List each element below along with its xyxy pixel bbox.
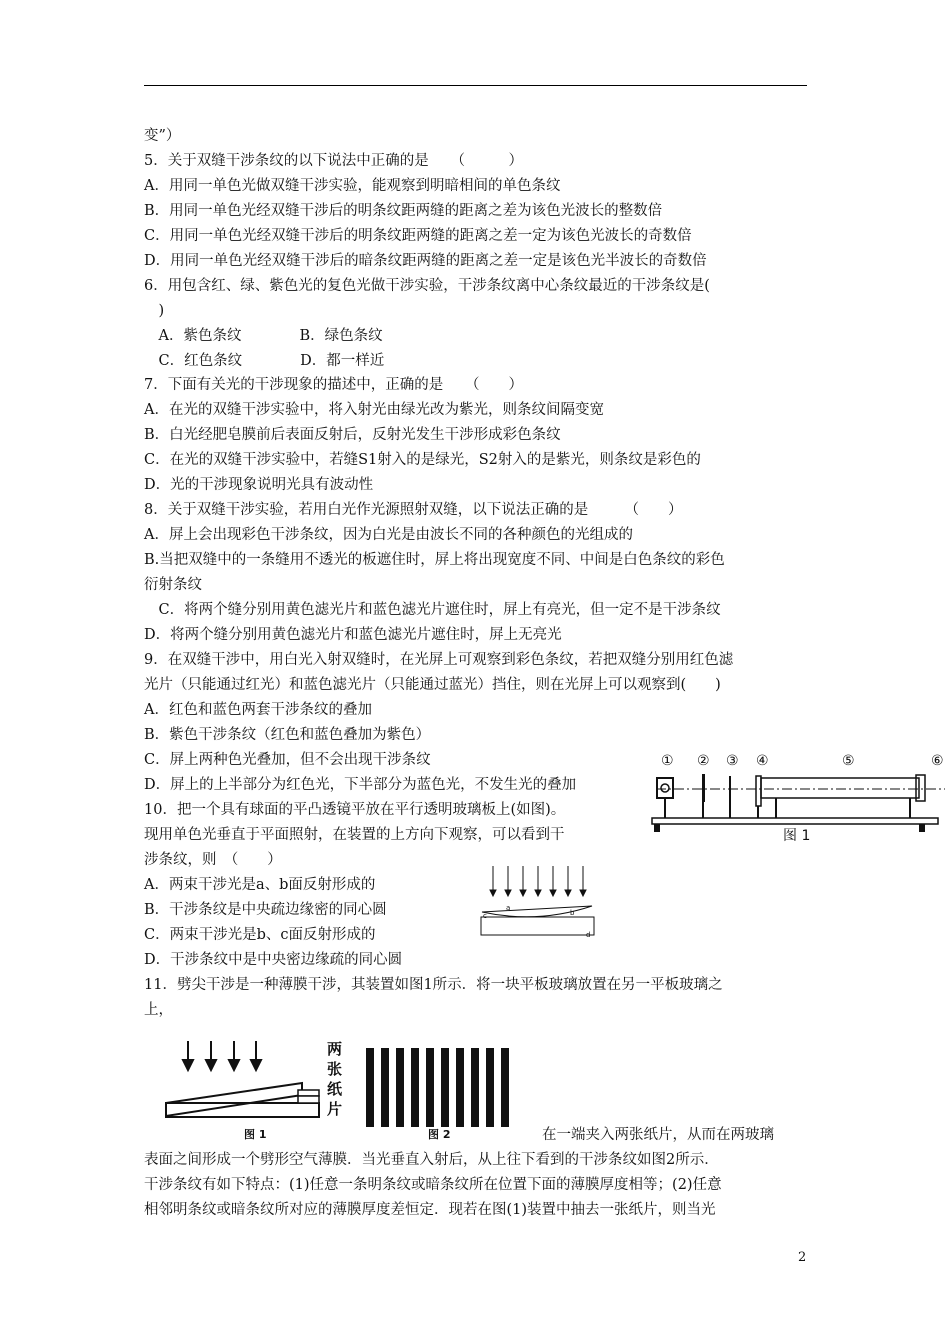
option-line: C．在光的双缝干涉实验中，若缝S1射入的是绿光，S2射入的是紫光，则条纹是彩色的 [144,452,701,468]
option-line: B.当把双缝中的一条缝用不透光的板遮住时，屏上将出现宽度不同、中间是白色条纹的彩色 [144,552,725,568]
text-line: 衍射条纹 [144,577,202,593]
glass-plate [481,917,594,935]
filter [702,774,705,802]
text-line: 光片（只能通过红光）和蓝色滤光片（只能通过蓝光）挡住，则在光屏上可以观察到( ) [144,677,721,693]
paper-sheet [298,1090,319,1096]
question-5-stem: 5．关于双缝干涉条纹的以下说法中正确的是 （ ） [144,153,523,169]
text-line: ) [144,303,165,319]
option-line: B．紫色干涉条纹（红色和蓝色叠加为紫色） [144,727,431,743]
question-6-stem: 6．用包含红、绿、紫色光的复色光做干涉实验，干涉条纹离中心条纹最近的干涉条纹是( [144,278,710,294]
text-line: 变”） [144,128,181,144]
option-line: B．用同一单色光经双缝干涉后的明条纹距两缝的距离之差为该色光波长的整数倍 [144,203,663,219]
light-source [657,778,673,798]
option-line: D．干涉条纹中是中央密边缘疏的同心圆 [144,952,403,968]
question-8-stem: 8．关于双缝干涉实验，若用白光作光源照射双缝，以下说法正确的是 （ ） [144,502,683,518]
option-line: B．干涉条纹是中央疏边缘密的同心圆 [144,902,387,918]
option-line: A．用同一单色光做双缝干涉实验，能观察到明暗相间的单色条纹 [144,178,561,194]
text-line: 在一端夹入两张纸片，从而在两玻璃 [542,1127,774,1143]
option-line: A．屏上会出现彩色干涉条纹，因为白光是由波长不同的各种颜色的光组成的 [144,527,633,543]
option-line: D．用同一单色光经双缝干涉后的暗条纹距两缝的距离之差一定是该色光半波长的奇数倍 [144,253,707,269]
plano-convex-lens [482,906,592,917]
side-label-char: 两 [327,1040,343,1058]
apparatus-caption: 图 1 [783,828,811,844]
text-line: 涉条纹，则 （ ） [144,852,282,868]
wedge-caption-2: 图 2 [428,1128,451,1141]
marker-4: ④ [756,753,769,769]
marker-3: ③ [726,753,739,769]
question-7-stem: 7．下面有关光的干涉现象的描述中，正确的是 （ ） [144,377,523,393]
wedge-caption-1: 图 1 [244,1128,267,1141]
label-c: c [483,912,487,920]
option-line: C．两束干涉光是b、c面反射形成的 [144,927,376,943]
lens-figure [476,862,601,942]
label-d: d [586,931,591,939]
option-line: A．在光的双缝干涉实验中，将入射光由绿光改为紫光，则条纹间隔变宽 [144,402,604,418]
lens-tube [761,778,919,798]
side-label-char: 纸 [327,1080,343,1098]
header-rule [144,85,807,86]
option-line: B．白光经肥皂膜前后表面反射后，反射光发生干涉形成彩色条纹 [144,427,561,443]
interference-fringes [366,1048,509,1127]
question-10-stem: 10．把一个具有球面的平凸透镜平放在平行透明玻璃板上(如图)。 [144,802,566,818]
marker-1: ① [661,753,674,769]
side-label-char: 张 [327,1060,343,1078]
text-line: 表面之间形成一个劈形空气薄膜．当光垂直入射后，从上往下看到的干涉条纹如图2所示． [144,1152,719,1168]
option-line: D．光的干涉现象说明光具有波动性 [144,477,374,493]
marker-6: ⑥ [931,753,944,769]
option-line: A．紫色条纹 B．绿色条纹 [144,328,383,344]
option-line: D．将两个缝分别用黄色滤光片和蓝色滤光片遮住时，屏上无亮光 [144,627,562,643]
paper-sheet [298,1096,319,1103]
marker-5: ⑤ [842,753,855,769]
page-number: 2 [798,1250,807,1265]
marker-2: ② [697,753,710,769]
side-label-char: 片 [327,1100,343,1118]
text-line: 上， [144,1002,173,1018]
option-line: C．红色条纹 D．都一样近 [144,353,385,369]
option-line: A．两束干涉光是a、b面反射形成的 [144,877,376,893]
option-line: C．屏上两种色光叠加，但不会出现干涉条纹 [144,752,431,768]
top-glass-plate [166,1083,302,1116]
label-b: b [570,909,575,917]
option-line: C．用同一单色光经双缝干涉后的明条纹距两缝的距离之差一定为该色光波长的奇数倍 [144,228,692,244]
option-line: D．屏上的上半部分为红色光，下半部分为蓝色光，不发生光的叠加 [144,777,577,793]
question-11-stem: 11．劈尖干涉是一种薄膜干涉，其装置如图1所示．将一块平板玻璃放置在另一平板玻璃之 [144,977,723,993]
label-a: a [506,904,511,912]
option-line: A．红色和蓝色两套干涉条纹的叠加 [144,702,372,718]
optical-bench [652,818,938,824]
text-line: 相邻明条纹或暗条纹所对应的薄膜厚度差恒定．现若在图(1)装置中抽去一张纸片，则当光 [144,1202,716,1218]
text-line: 现用单色光垂直于平面照射，在装置的上方向下观察，可以看到干 [144,827,565,843]
option-line: C．将两个缝分别用黄色滤光片和蓝色滤光片遮住时，屏上有亮光，但一定不是干涉条纹 [144,602,721,618]
question-9-stem: 9．在双缝干涉中，用白光入射双缝时，在光屏上可观察到彩色条纹，若把双缝分别用红色滤 [144,652,734,668]
apparatus-figure [648,748,945,844]
text-line: 干涉条纹有如下特点：(1)任意一条明条纹或暗条纹所在位置下面的薄膜厚度相等；(2)任意 [144,1177,722,1193]
wedge-figure [162,1038,534,1143]
